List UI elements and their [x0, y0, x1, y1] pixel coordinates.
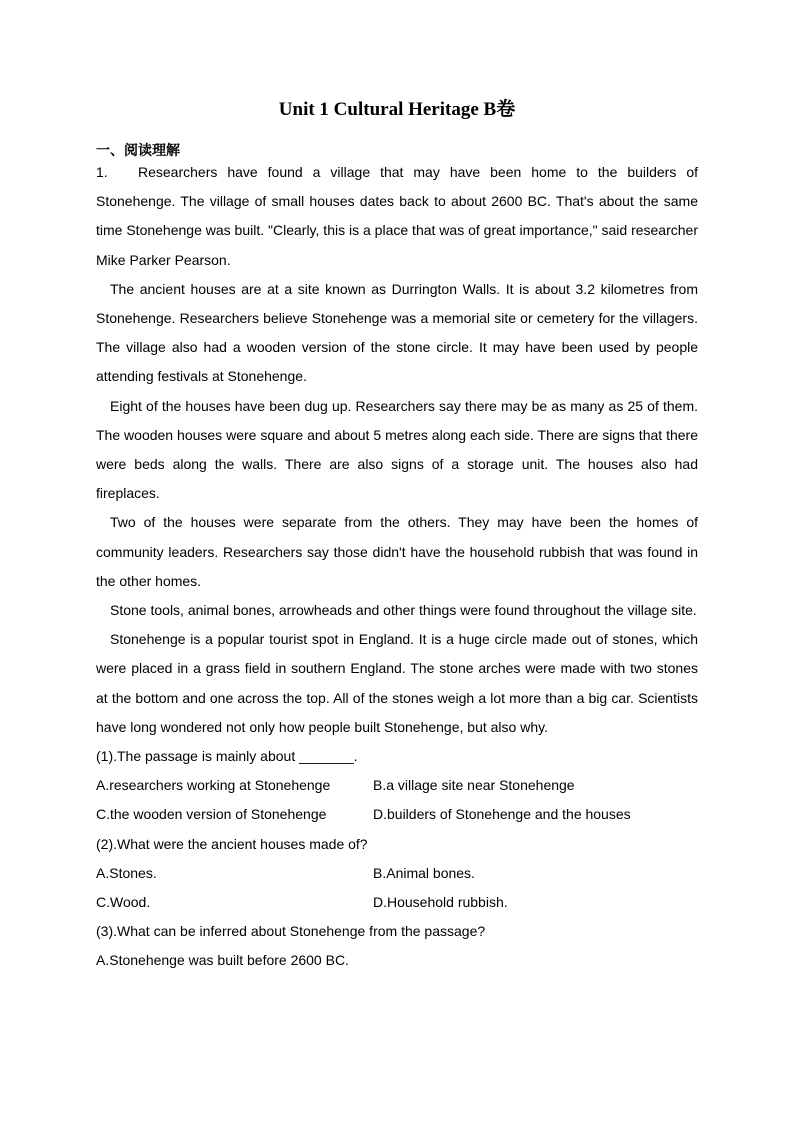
- option-row: [96, 888, 698, 917]
- question-stem: (2).What were the ancient houses made of?: [96, 835, 368, 852]
- option-row: [96, 946, 698, 975]
- option-b: B.a village site near Stonehenge: [373, 777, 575, 794]
- option-b: B.Animal bones.: [373, 864, 475, 881]
- passage-paragraph: Two of the houses were separate from the others. They may have been the homes of community leaders. Researchers say those didn't have the household rubbish that was found in the other homes.: [96, 514, 698, 589]
- question-stem: (3).What can be inferred about Stonehenge from the passage?: [96, 923, 486, 940]
- option-row: [96, 859, 698, 888]
- passage-paragraph: Eight of the houses have been dug up. Researchers say there may be as many as 25 of them. The wooden houses were square and about 5 metres along each side. There are signs that there were beds along the walls. There are also signs of a storage unit. The houses also had fireplaces.: [96, 397, 698, 502]
- document-body: [96, 158, 698, 976]
- option-row: [96, 771, 698, 800]
- option-a: A.researchers working at Stonehenge: [96, 777, 331, 794]
- option-c: C.the wooden version of Stonehenge: [96, 806, 327, 823]
- option-a: A.Stones.: [96, 864, 157, 881]
- question-stem: (1).The passage is mainly about _______.: [96, 748, 358, 765]
- document-title: Unit 1 Cultural Heritage B卷: [278, 99, 516, 120]
- section-heading: 一、阅读理解: [96, 143, 180, 159]
- option-d: D.builders of Stonehenge and the houses: [373, 806, 631, 823]
- passage-paragraph: Stonehenge is a popular tourist spot in England. It is a huge circle made out of stones, which were placed in a grass field in southern England. The stone arches were made with two stones at the bottom and one across the top. All of the stones weigh a lot more than a big car. Scientists have long wondered not only how people built Stonehenge, but also why.: [96, 631, 698, 735]
- option-row: [96, 800, 698, 829]
- option-d: D.Household rubbish.: [373, 894, 508, 911]
- passage-number: 1.: [96, 164, 108, 180]
- option-a: A.Stonehenge was built before 2600 BC.: [96, 952, 349, 969]
- passage-paragraph: 1. Researchers have found a village that may have been home to the builders of Stonehenge. The village of small houses dates back to about 2600 BC. That's about the same time Stonehenge was built. "Clearly, this is a place that was of great importance," said researcher Mike Parker Pearson.: [96, 158, 698, 275]
- option-c: C.Wood.: [96, 894, 151, 911]
- passage-paragraph: The ancient houses are at a site known as Durrington Walls. It is about 3.2 kilometres from Stonehenge. Researchers believe Stonehenge was a memorial site or cemetery for the villagers. The village also had a wooden version of the stone circle. It may have been used by people attending festivals at Stonehenge.: [96, 280, 698, 385]
- passage-paragraph: Stone tools, animal bones, arrowheads and other things were found throughout the village site.: [110, 602, 697, 619]
